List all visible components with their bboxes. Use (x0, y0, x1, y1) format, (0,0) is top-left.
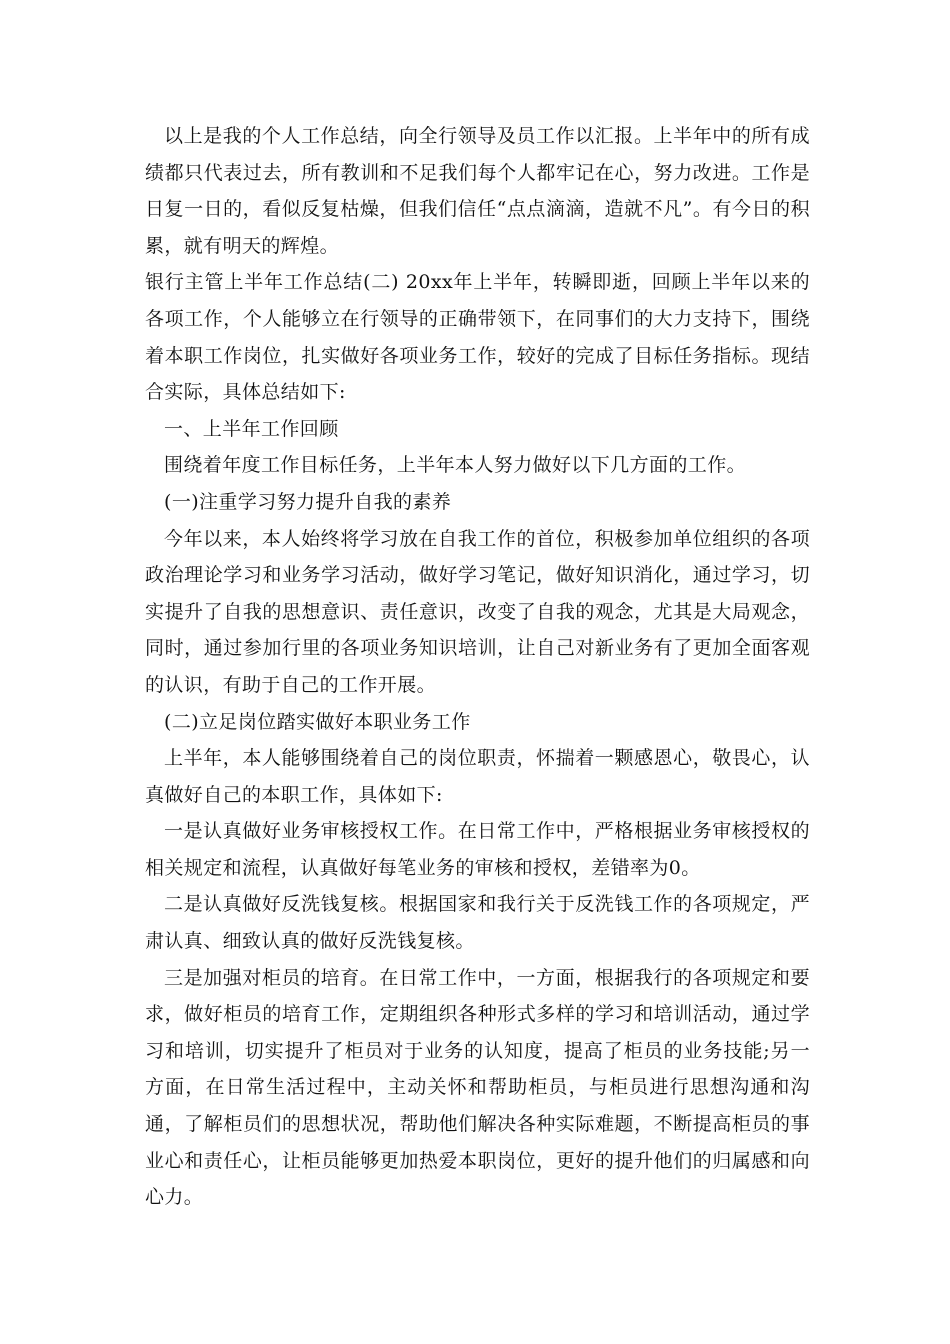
point-one-paragraph: 一是认真做好业务审核授权工作。在日常工作中，严格根据业务审核授权的相关规定和流程，认真做好每笔业务的审核和授权，差错率为0。 (145, 820, 810, 879)
subheading-duty: (二)立足岗位踏实做好本职业务工作 (164, 710, 471, 733)
subheading-study: (一)注重学习努力提升自我的素养 (164, 490, 452, 513)
document-body (145, 118, 810, 1216)
section-title-paragraph: 银行主管上半年工作总结(二) 20xx年上半年，转瞬即逝，回顾上半年以来的各项工作，个人能够立在行领导的正确带领下，在同事们的大力支持下，围绕着本职工作岗位，扎实做好各项业务工作，较好的完成了目标任务指标。现结合实际，具体总结如下: (145, 271, 810, 404)
point-three-paragraph: 三是加强对柜员的培育。在日常工作中，一方面，根据我行的各项规定和要求，做好柜员的培育工作，定期组织各种形式多样的学习和培训活动，通过学习和培训，切实提升了柜员对于业务的认知度，提高了柜员的业务技能;另一方面，在日常生活过程中，主动关怀和帮助柜员，与柜员进行思想沟通和沟通，了解柜员们的思想状况，帮助他们解决各种实际难题，不断提高柜员的事业心和责任心，让柜员能够更加热爱本职岗位，更好的提升他们的归属感和向心力。 (145, 966, 810, 1209)
duty-paragraph: 上半年，本人能够围绕着自己的岗位职责，怀揣着一颗感恩心，敬畏心，认真做好自己的本职工作，具体如下: (145, 747, 810, 806)
heading-review: 一、上半年工作回顾 (164, 417, 339, 440)
point-two-paragraph: 二是认真做好反洗钱复核。根据国家和我行关于反洗钱工作的各项规定，严肃认真、细致认真的做好反洗钱复核。 (145, 893, 810, 953)
closing-paragraph: 以上是我的个人工作总结，向全行领导及员工作以汇报。上半年中的所有成绩都只代表过去，所有教训和不足我们每个人都牢记在心，努力改进。工作是日复一日的，看似反复枯燥，但我们信任“点点滴滴，造就不凡”。有今日的积累，就有明天的辉煌。 (145, 125, 810, 257)
intro-paragraph: 围绕着年度工作目标任务，上半年本人努力做好以下几方面的工作。 (164, 454, 747, 477)
study-paragraph: 今年以来，本人始终将学习放在自我工作的首位，积极参加单位组织的各项政治理论学习和业务学习活动，做好学习笔记，做好知识消化，通过学习，切实提升了自我的思想意识、责任意识，改变了自我的观念，尤其是大局观念，同时，通过参加行里的各项业务知识培训，让自己对新业务有了更加全面客观的认识，有助于自己的工作开展。 (145, 527, 810, 696)
